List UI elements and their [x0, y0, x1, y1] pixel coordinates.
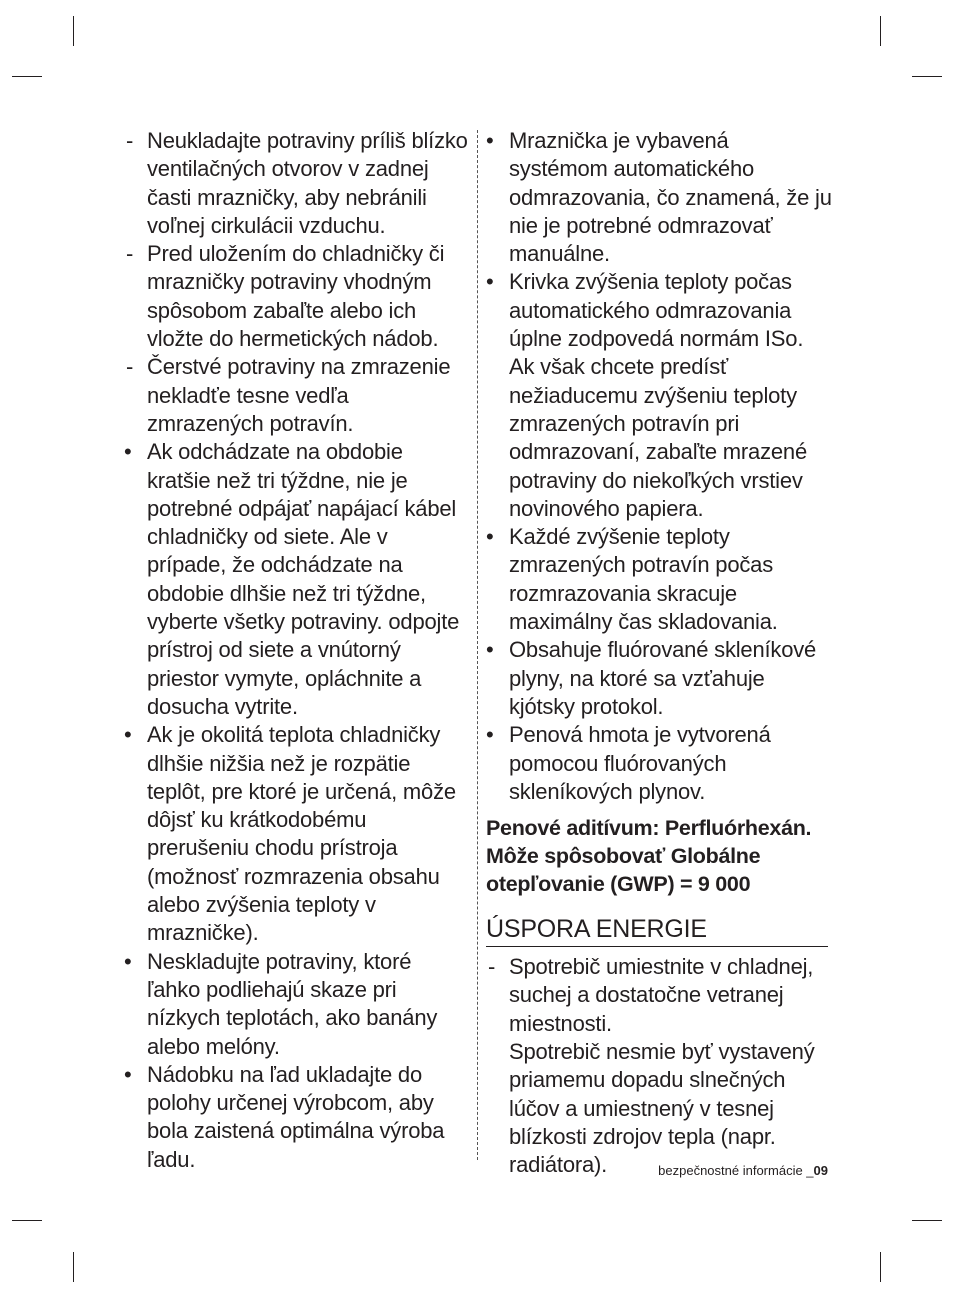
list-item-text: Pred uložením do chladničky či mrazničky potraviny vhodným spôsobom zabaľte alebo ich vložte do hermetických nádob.	[147, 241, 445, 352]
gwp-note	[486, 814, 832, 898]
list-item	[124, 721, 470, 947]
gwp-note-line: Môže spôsobovať Globálne	[486, 844, 761, 869]
list-marker: -	[488, 954, 496, 980]
gwp-note-line: Penové aditívum: Perfluórhexán.	[486, 816, 812, 841]
list-marker: •	[124, 948, 132, 974]
list-item-text: Každé zvýšenie teploty zmrazených potravín počas rozmrazovania skracuje maximálny čas skladovania.	[509, 524, 778, 635]
list-item	[486, 523, 832, 636]
list-item	[486, 636, 832, 721]
page-number: 09	[813, 1163, 828, 1178]
list-marker: -	[126, 354, 134, 380]
list-marker: •	[486, 128, 494, 153]
list-marker: •	[486, 637, 494, 663]
list-item-text: Mraznička je vybavená systémom automatického odmrazovania, čo znamená, že ju nie je potrebné odmrazovať manuálne.	[509, 128, 832, 267]
list-item-text: Neskladujte potraviny, ktoré ľahko podliehajú skaze pri nízkych teplotách, ako banány alebo melóny.	[147, 948, 438, 1059]
list-item-text: Krivka zvýšenia teploty počas automatického odmrazovania úplne zodpovedá normám ISo. Ak však chcete predísť nežiaducemu zvýšeniu teploty zmrazených potravín pri odmrazovaní, zabaľte mrazené potraviny do niekoľkých vrstiev novinového papiera.	[509, 269, 807, 521]
list-item	[124, 438, 470, 721]
list-item-text: Spotrebič nesmie byť vystavený priamemu dopadu slnečných lúčov a umiestnený v tesnej blízkosti zdrojov tepla (napr. radiátora).	[509, 1039, 815, 1178]
column-divider	[477, 130, 478, 1160]
list-item-text: Spotrebič umiestnite v chladnej, suchej a dostatočne vetranej miestnosti.	[509, 954, 814, 1036]
list-item-text: Penová hmota je vytvorená pomocou fluórovaných skleníkových plynov.	[509, 722, 771, 804]
list-item-text: Nádobku na ľad ukladajte do polohy určenej výrobcom, aby bola zaistená optimálna výroba ľadu.	[147, 1061, 445, 1172]
list-marker: •	[486, 722, 494, 748]
crop-mark	[12, 1220, 42, 1221]
list-item	[486, 268, 832, 523]
right-column	[486, 127, 832, 1180]
footer-label: bezpečnostné informácie _	[658, 1163, 814, 1178]
page-footer	[658, 1163, 828, 1178]
gwp-note-line: otepľovanie (GWP) = 9 000	[486, 872, 751, 897]
list-marker: •	[124, 722, 132, 748]
list-item-text: Obsahuje fluórované skleníkové plyny, na ktoré sa vzťahuje kjótsky protokol.	[509, 637, 817, 719]
list-item	[124, 1061, 470, 1174]
crop-mark	[880, 16, 881, 46]
crop-mark	[880, 1252, 881, 1282]
list-item-text: Ak odchádzate na obdobie kratšie než tri týždne, nie je potrebné odpájať napájací kábel chladničky od siete. Ale v prípade, že odchádzate na obdobie dlhšie než tri týždne, vyberte všetky potraviny. odpojte prístroj od siete a vnútorný priestor vymyte, opláchnite a dosucha vytrite.	[147, 439, 460, 719]
crop-mark	[73, 16, 74, 46]
list-item	[486, 953, 832, 1179]
list-item	[124, 948, 470, 1061]
list-marker: •	[124, 439, 132, 465]
list-item-text: Ak je okolitá teplota chladničky dlhšie nižšia než je rozpätie teplôt, pre ktoré je určená, môže dôjsť ku krátkodobému prerušeniu chodu prístroja (možnosť rozmrazenia obsahu alebo zvýšenia teploty v mrazničke).	[147, 722, 456, 946]
list-marker: -	[126, 241, 134, 267]
section-list	[486, 953, 832, 1179]
list-marker: -	[126, 128, 134, 153]
list-item	[124, 240, 470, 353]
list-item	[124, 353, 470, 438]
list-item	[486, 127, 832, 268]
list-marker: •	[486, 524, 494, 550]
list-marker: •	[124, 1061, 132, 1087]
list-item	[486, 721, 832, 806]
list-item-text: Neukladajte potraviny príliš blízko ventilačných otvorov v zadnej časti mrazničky, aby nebránili voľnej cirkulácii vzduchu.	[147, 128, 468, 238]
list-marker: •	[486, 269, 494, 295]
list-item	[124, 127, 470, 240]
crop-mark	[912, 1220, 942, 1221]
crop-mark	[73, 1252, 74, 1282]
crop-mark	[12, 76, 42, 77]
left-column	[124, 127, 470, 1174]
crop-mark	[912, 76, 942, 77]
list-item-text: Čerstvé potraviny na zmrazenie nekladťe tesne vedľa zmrazených potravín.	[147, 354, 451, 436]
section-title: ÚSPORA ENERGIE	[486, 912, 828, 947]
